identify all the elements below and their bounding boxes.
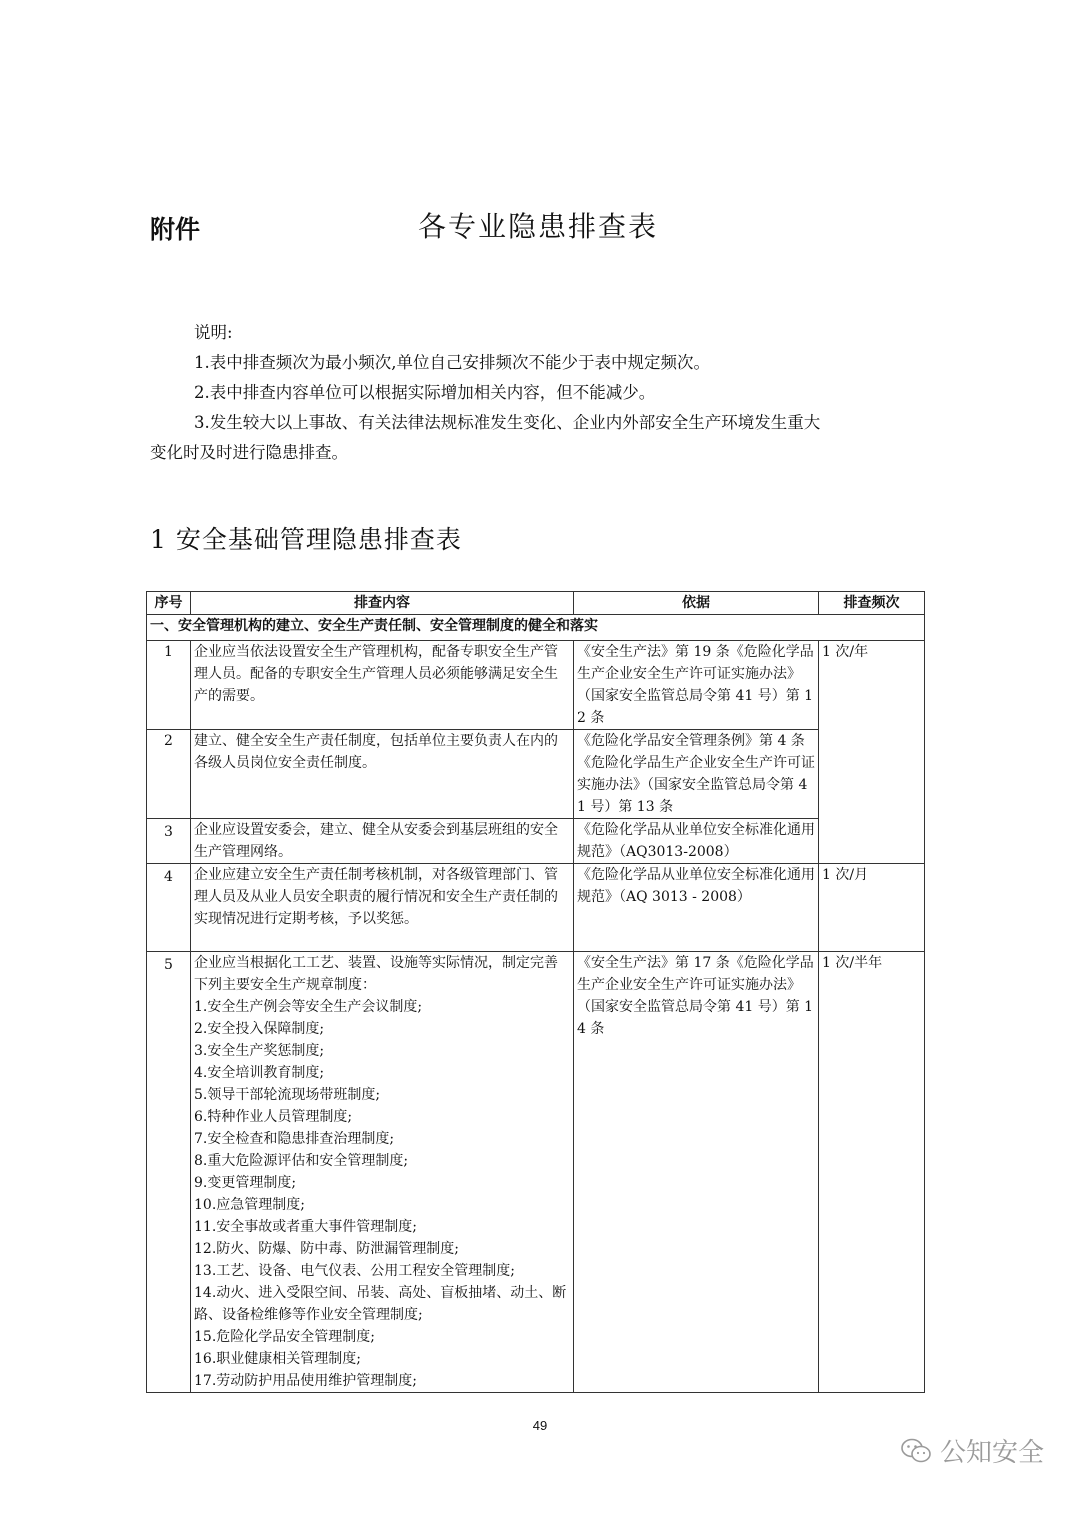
regulation-item: 14.动火、进入受限空间、吊装、高处、盲板抽堵、动土、断路、设备检维修等作业安全管理制度; <box>194 1285 567 1323</box>
regulation-item: 2.安全投入保障制度; <box>194 1021 325 1037</box>
regulation-item: 3.安全生产奖惩制度; <box>194 1043 325 1059</box>
attachment-label: 附件 <box>150 215 201 244</box>
table-row <box>147 819 925 864</box>
category-row <box>147 615 925 641</box>
regulation-item: 11.安全事故或者重大事件管理制度; <box>194 1219 417 1235</box>
row-frequency: 1 次/月 <box>819 864 925 952</box>
regulation-item: 8.重大危险源评估和安全管理制度; <box>194 1153 409 1169</box>
table-row <box>147 730 925 819</box>
row-basis: 《安全生产法》第 17 条《危险化学品生产企业安全生产许可证实施办法》（国家安全监管总局令第 41 号）第 14 条 <box>574 952 819 1393</box>
table-row <box>147 864 925 952</box>
section-title: 1 安全基础管理隐患排查表 <box>150 525 462 554</box>
notes-block <box>150 318 920 468</box>
header-content: 排查内容 <box>191 592 574 615</box>
table-row <box>147 641 925 730</box>
regulation-item: 10.应急管理制度; <box>194 1197 305 1213</box>
regulation-item: 12.防火、防爆、防中毒、防泄漏管理制度; <box>194 1241 459 1257</box>
watermark-text: 公知安全 <box>940 1437 1045 1467</box>
category-label: 一、安全管理机构的建立、安全生产责任制、安全管理制度的健全和落实 <box>147 615 925 641</box>
note-item: 2.表中排查内容单位可以根据实际增加相关内容，但不能减少。 <box>194 383 656 402</box>
row-content: 企业应设置安委会，建立、健全从安委会到基层班组的安全生产管理网络。 <box>191 819 574 864</box>
row-seq: 3 <box>147 819 191 864</box>
row-basis: 《安全生产法》第 19 条《危险化学品生产企业安全生产许可证实施办法》（国家安全监管总局令第 41 号）第 12 条 <box>574 641 819 730</box>
regulation-item: 6.特种作业人员管理制度; <box>194 1109 353 1125</box>
row-seq: 4 <box>147 864 191 952</box>
row-frequency: 1 次/年 <box>819 641 925 864</box>
note-item: 变化时及时进行隐患排查。 <box>150 443 348 462</box>
wechat-icon <box>900 1437 932 1465</box>
notes-heading: 说明: <box>194 323 233 342</box>
regulation-item: 15.危险化学品安全管理制度; <box>194 1329 375 1345</box>
regulation-item: 17.劳动防护用品使用维护管理制度; <box>194 1373 417 1389</box>
page-title: 各专业隐患排查表 <box>418 210 659 243</box>
regulation-item: 5.领导干部轮流现场带班制度; <box>194 1087 381 1103</box>
row-content-cell <box>191 952 574 1393</box>
row-basis: 《危险化学品从业单位安全标准化通用规范》（AQ 3013 - 2008） <box>574 864 819 952</box>
row-basis: 《危险化学品从业单位安全标准化通用规范》（AQ3013-2008） <box>574 819 819 864</box>
header-basis: 依据 <box>574 592 819 615</box>
header-frequency: 排查频次 <box>819 592 925 615</box>
row-frequency: 1 次/半年 <box>819 952 925 1393</box>
row-seq: 1 <box>147 641 191 730</box>
table-row <box>147 952 925 1393</box>
note-item: 1.表中排查频次为最小频次,单位自己安排频次不能少于表中规定频次。 <box>194 353 710 372</box>
row-content: 企业应建立安全生产责任制考核机制，对各级管理部门、管理人员及从业人员安全职责的履行情况和安全生产责任制的实现情况进行定期考核，予以奖惩。 <box>191 864 574 952</box>
regulation-item: 13.工艺、设备、电气仪表、公用工程安全管理制度; <box>194 1263 515 1279</box>
regulation-item: 7.安全检查和隐患排查治理制度; <box>194 1131 395 1147</box>
regulation-item: 4.安全培训教育制度; <box>194 1065 325 1081</box>
row-content: 企业应当依法设置安全生产管理机构，配备专职安全生产管理人员。配备的专职安全生产管理人员必须能够满足安全生产的需要。 <box>191 641 574 730</box>
row-seq: 2 <box>147 730 191 819</box>
regulation-item: 1.安全生产例会等安全生产会议制度; <box>194 999 423 1015</box>
table-header-row <box>147 592 925 615</box>
row-content: 企业应当根据化工工艺、装置、设施等实际情况，制定完善下列主要安全生产规章制度： <box>194 955 558 993</box>
header-seq: 序号 <box>147 592 191 615</box>
regulation-item: 16.职业健康相关管理制度; <box>194 1351 361 1367</box>
row-content: 建立、健全安全生产责任制度，包括单位主要负责人在内的各级人员岗位安全责任制度。 <box>191 730 574 819</box>
note-item: 3.发生较大以上事故、有关法律法规标准发生变化、企业内外部安全生产环境发生重大 <box>194 413 821 432</box>
row-basis: 《危险化学品安全管理条例》第 4 条《危险化学品生产企业安全生产许可证实施办法》（国家安全监管总局令第 41 号）第 13 条 <box>574 730 819 819</box>
inspection-table <box>146 591 925 1393</box>
regulation-item: 9.变更管理制度; <box>194 1175 297 1191</box>
watermark <box>900 1432 1044 1469</box>
page-number: 49 <box>532 1418 548 1433</box>
row-seq: 5 <box>147 952 191 1393</box>
